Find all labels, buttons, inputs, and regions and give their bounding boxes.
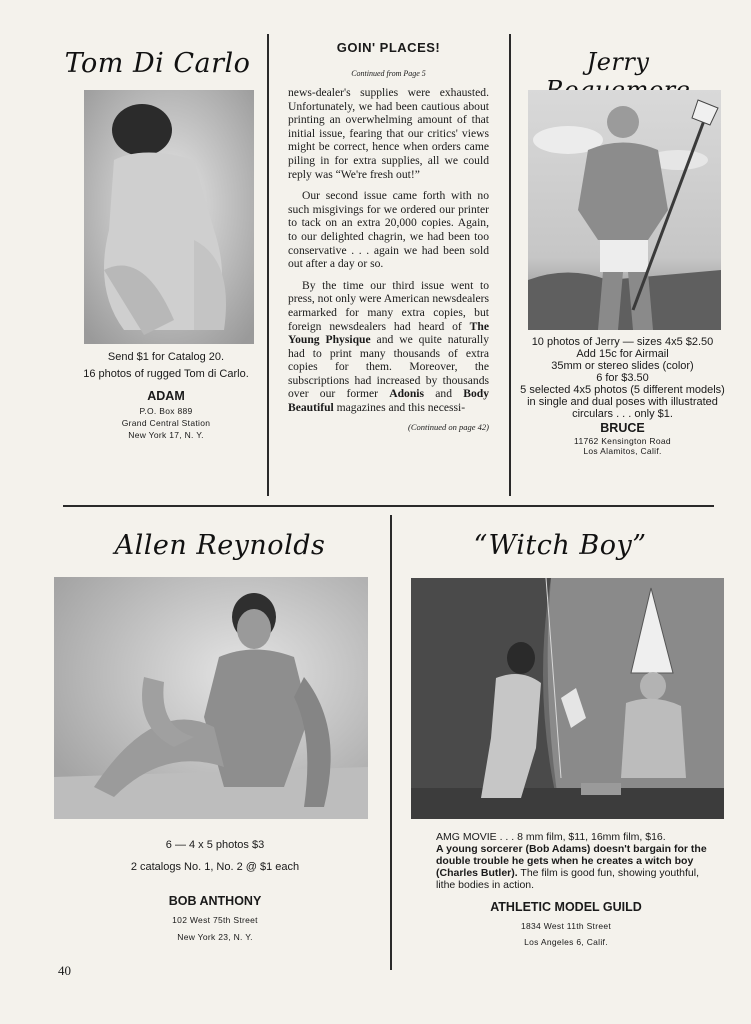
witch-advertiser-block (436, 898, 696, 948)
allen-title: Allen Reynolds (114, 530, 326, 561)
jerry-photo (528, 90, 721, 330)
article-heading: GOIN' PLACES! (336, 40, 441, 55)
divider-vertical-bottom (390, 515, 392, 970)
jerry-line-3: 35mm or stereo slides (color) (551, 360, 694, 372)
allen-address-2: New York 23, N. Y. (177, 932, 253, 942)
jerry-address-2: Los Alamitos, Calif. (583, 446, 662, 456)
jerry-line-2: Add 15c for Airmail (576, 348, 669, 360)
tom-address-3: New York 17, N. Y. (128, 430, 204, 440)
jerry-line-5: 5 selected 4x5 photos (5 different models) in single and dual poses with illustrated circulars . . . only $1. (520, 384, 725, 420)
witch-advertiser: ATHLETIC MODEL GUILD (490, 900, 642, 914)
tom-address-1: P.O. Box 889 (139, 406, 193, 416)
witch-line-2: A young sorcerer (Bob Adams) doesn't bargain for the double trouble he gets when he creates a witch boy (Charles Butler). The film is good fun, showing youthful, lithe bodies in action. (436, 843, 707, 891)
witch-address-1: 1834 West 11th Street (520, 921, 612, 931)
allen-address-1: 102 West 75th Street (172, 915, 258, 925)
article-continued-from: Continued from Page 5 (351, 69, 426, 78)
tom-line-1: Send $1 for Catalog 20. (107, 351, 225, 363)
jerry-line-1: 10 photos of Jerry — sizes 4x5 $2.50 (531, 336, 714, 348)
tom-advertiser: ADAM (147, 389, 185, 403)
witch-caption (436, 831, 716, 891)
jerry-line-4: 6 for $3.50 (596, 372, 649, 384)
divider-horizontal (63, 505, 714, 507)
allen-caption (60, 838, 370, 943)
divider-vertical-top-left (267, 34, 269, 496)
page-number: 40 (58, 963, 71, 978)
tom-title: Tom Di Carlo (64, 48, 251, 79)
jerry-advertiser: BRUCE (600, 421, 645, 435)
witch-photo (411, 578, 724, 819)
article-body (288, 86, 489, 434)
witch-title: “Witch Boy” (473, 530, 647, 561)
allen-line-2: 2 catalogs No. 1, No. 2 @ $1 each (130, 861, 300, 873)
allen-photo (54, 577, 368, 819)
allen-line-1: 6 — 4 x 5 photos $3 (165, 839, 265, 851)
allen-advertiser: BOB ANTHONY (168, 894, 262, 908)
tom-line-2: 16 photos of rugged Tom di Carlo. (83, 368, 249, 380)
tom-address-2: Grand Central Station (121, 418, 211, 428)
article-paragraph-2: Our second issue came forth with no such misgivings for we ordered our printer to tack on an extra 20,000 copies. Again, to our delighted chagrin, we had been too conservative . . . again we had been sold out after a day or so. (288, 189, 489, 271)
witch-line-1: AMG MOVIE . . . 8 mm film, $11, 16mm film, $16. (436, 831, 666, 843)
article-continued-on: (Continued on page 42) (408, 421, 489, 432)
divider-vertical-top-right (509, 34, 511, 496)
jerry-title: Jerry (586, 48, 650, 76)
jerry-address-1: 11762 Kensington Road (574, 436, 671, 446)
tom-photo (84, 90, 254, 344)
article-paragraph-1: news-dealer's supplies were exhausted. Unfortunately, we had been cautious about printing an overwhelming amount of that initial issue, fearing that our critics' views might be correct, hence when orders came piling in for extra supplies, all we could reply was “We're fresh out!” (288, 86, 489, 181)
article-paragraph-3: By the time our third issue went to press, not only were American newsdealers earmarked for many extra copies, but foreign newsdealers had heard of The Young Physique and we quite naturally had to print many thousands of extra copies for them. Moreover, the subscriptions had increased by thousands over our former Adonis and Body Beautiful magazines and this necessi- (288, 278, 490, 415)
tom-caption (66, 350, 266, 441)
jerry-caption (520, 336, 725, 456)
witch-address-2: Los Angeles 6, Calif. (524, 937, 608, 947)
